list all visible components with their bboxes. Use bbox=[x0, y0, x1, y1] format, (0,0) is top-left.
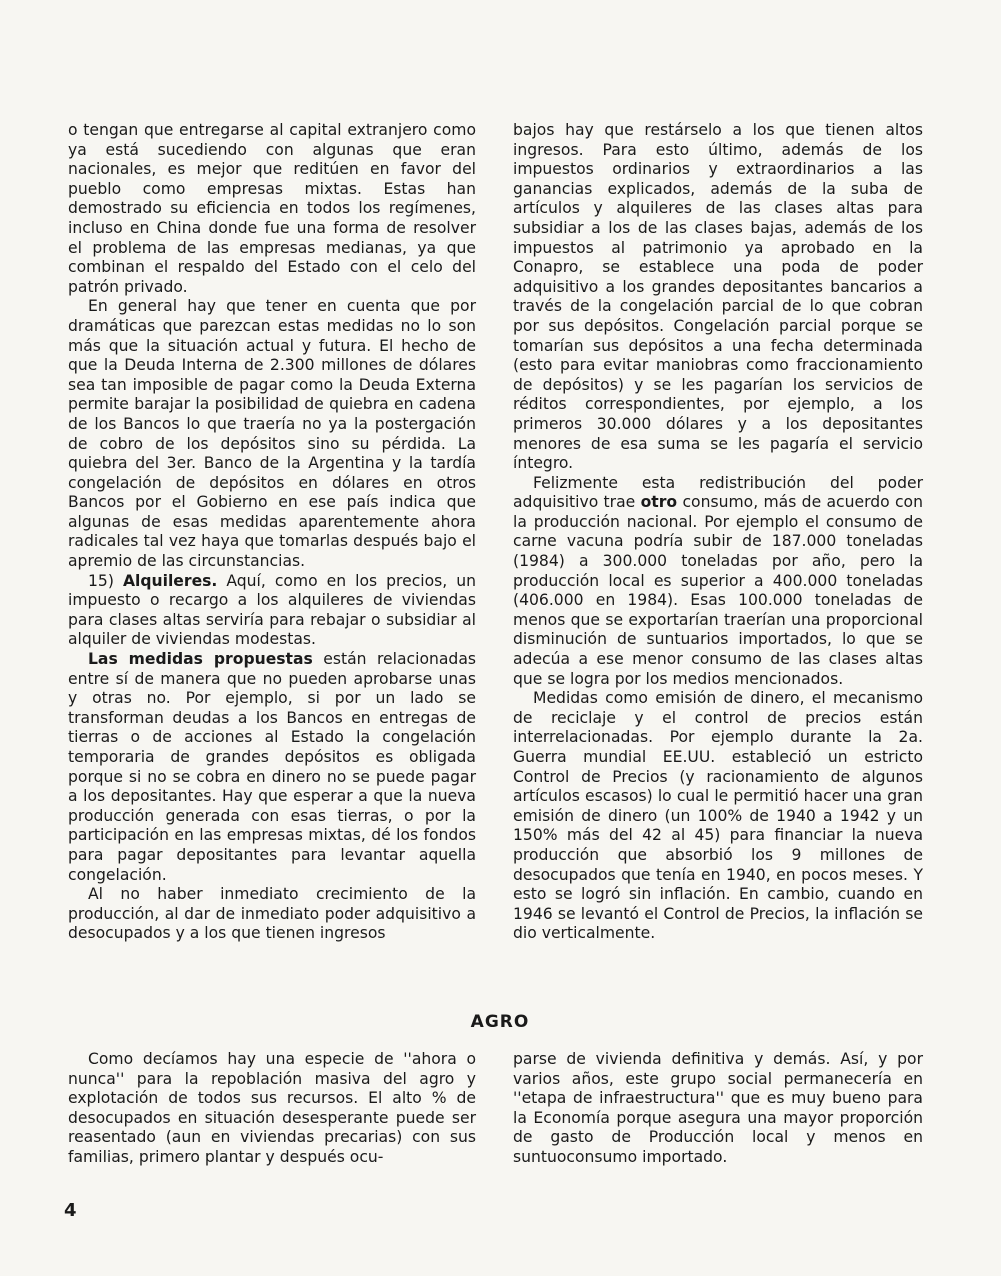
paragraph: parse de vivienda definitiva y demás. Así, y por varios años, este grupo social permanecería en ''etapa de infraestructura'' que es muy bueno para la Economía porque asegura una mayor proporción de gasto de Producción local y menos en suntuoconsumo importado. bbox=[513, 1050, 923, 1166]
column-right-bottom bbox=[513, 1050, 923, 1168]
paragraph-alquileres bbox=[68, 572, 476, 650]
bold-word: otro bbox=[640, 493, 678, 512]
item-number: 15) bbox=[88, 571, 123, 590]
paragraph-consumo bbox=[513, 474, 923, 690]
page-number: 4 bbox=[64, 1200, 77, 1221]
item-heading: Alquileres. bbox=[122, 571, 218, 590]
column-right-top bbox=[513, 121, 923, 944]
bold-lead: Las medidas propuestas bbox=[88, 650, 313, 669]
paragraph: Al no haber inmediato crecimiento de la producción, al dar de inmediato poder adquisitivo a desocupados y a los que tienen ingresos bbox=[68, 885, 476, 943]
paragraph: En general hay que tener en cuenta que por dramáticas que parezcan estas medidas no lo son más que la situación actual y futura. El hecho de que la Deuda Interna de 2.300 millones de dólares sea tan imposible de pagar como la Deuda Externa permite barajar la posibilidad de quiebra en cadena de los Bancos lo que traería no ya la postergación de cobro de los depósitos sino su pérdida. La quiebra del 3er. Banco de la Argentina y la tardía congelación de depósitos en dólares en otros Bancos por el Gobierno en ese país indica que algunas de esas medidas aparentemente ahora radicales tal vez haya que tomarlas después bajo el apremio de las circunstancias. bbox=[68, 297, 476, 571]
paragraph: bajos hay que restárselo a los que tienen altos ingresos. Para esto último, además de los impuestos ordinarios y extraordinarios a las ganancias explicados, además de la suba de artículos y alquileres de las clases altas para subsidiar a los de las clases bajas, además de los impuestos al patrimonio ya aprobado en la Conapro, se establece una poda de poder adquisitivo a los grandes depositantes bancarios a través de la congelación parcial de lo que cobran por sus depósitos. Congelación parcial porque se tomarían sus depósitos a una fecha determinada (esto para evitar maniobras como fraccionamiento de depósitos) y se les pagarían los servicios de réditos correspondientes, por ejemplo, a los primeros 30.000 dólares y a los depositantes menores de esa suma se les pagaría el servicio íntegro. bbox=[513, 121, 923, 473]
paragraph: Medidas como emisión de dinero, el mecanismo de reciclaje y el control de precios están interrelacionadas. Por ejemplo durante la 2a. Guerra mundial EE.UU. estableció un estricto Control de Precios (y racionamiento de algunos artículos escasos) lo cual le permitió hacer una gran emisión de dinero (un 100% de 1940 a 1942 y un 150% más del 42 al 45) para financiar la nueva producción que absorbió los 9 millones de desocupados que tenía en 1940, en pocos meses. Y esto se logró sin inflación. En cambio, cuando en 1946 se levantó el Control de Precios, la inflación se dio verticalmente. bbox=[513, 689, 923, 943]
paragraph-medidas bbox=[68, 650, 476, 885]
section-heading: AGRO bbox=[470, 1012, 530, 1032]
column-left-top bbox=[68, 121, 476, 944]
column-left-bottom bbox=[68, 1050, 476, 1168]
paragraph: o tengan que entregarse al capital extranjero como ya está sucediendo con algunas que eran nacionales, es mejor que reditúen en favor del pueblo como empresas mixtas. Estas han demostrado su eficiencia en todos los regímenes, incluso en China donde fue una forma de resolver el problema de las empresas medianas, ya que combinan el respaldo del Estado con el celo del patrón privado. bbox=[68, 121, 476, 296]
paragraph-text: Aquí, como en los precios, un impuesto o recargo a los alquileres de viviendas para clases altas serviría para rebajar o subsidiar al alquiler de viviendas modestas. bbox=[68, 571, 476, 649]
paragraph: Como decíamos hay una especie de ''ahora o nunca'' para la repoblación masiva del agro y explotación de todos sus recursos. El alto % de desocupados en situación desesperante puede ser reasentado (aun en viviendas precarias) con sus familias, primero plantar y después ocu- bbox=[68, 1050, 476, 1166]
paragraph-text: Felizmente esta redistribución del poder adquisitivo trae bbox=[513, 473, 923, 512]
paragraph-text: consumo, más de acuerdo con la producción nacional. Por ejemplo el consumo de carne vacuna podría subir de 187.000 toneladas (1984) a 300.000 toneladas por año, pero la producción local es superior a 400.000 toneladas (406.000 en 1984). Esas 100.000 toneladas de menos que se exportarían traerían una proporcional disminución de suntuarios importados, lo que se adecúa a ese menor consumo de las clases altas que se logra por los medios mencionados. bbox=[513, 493, 923, 688]
paragraph-text: están relacionadas entre sí de manera que no pueden aprobarse unas y otras no. Por ejemplo, si por un lado se transforman deudas a los Bancos en entregas de tierras o de acciones al Estado la congelación temporaria de grandes depósitos es obligada porque si no se cobra en dinero no se puede pagar a los depositantes. Hay que esperar a que la nueva producción generada con esas tierras, o por la participación en las empresas mixtas, dé los fondos para pagar depositantes para levantar aquella congelación. bbox=[68, 650, 477, 884]
